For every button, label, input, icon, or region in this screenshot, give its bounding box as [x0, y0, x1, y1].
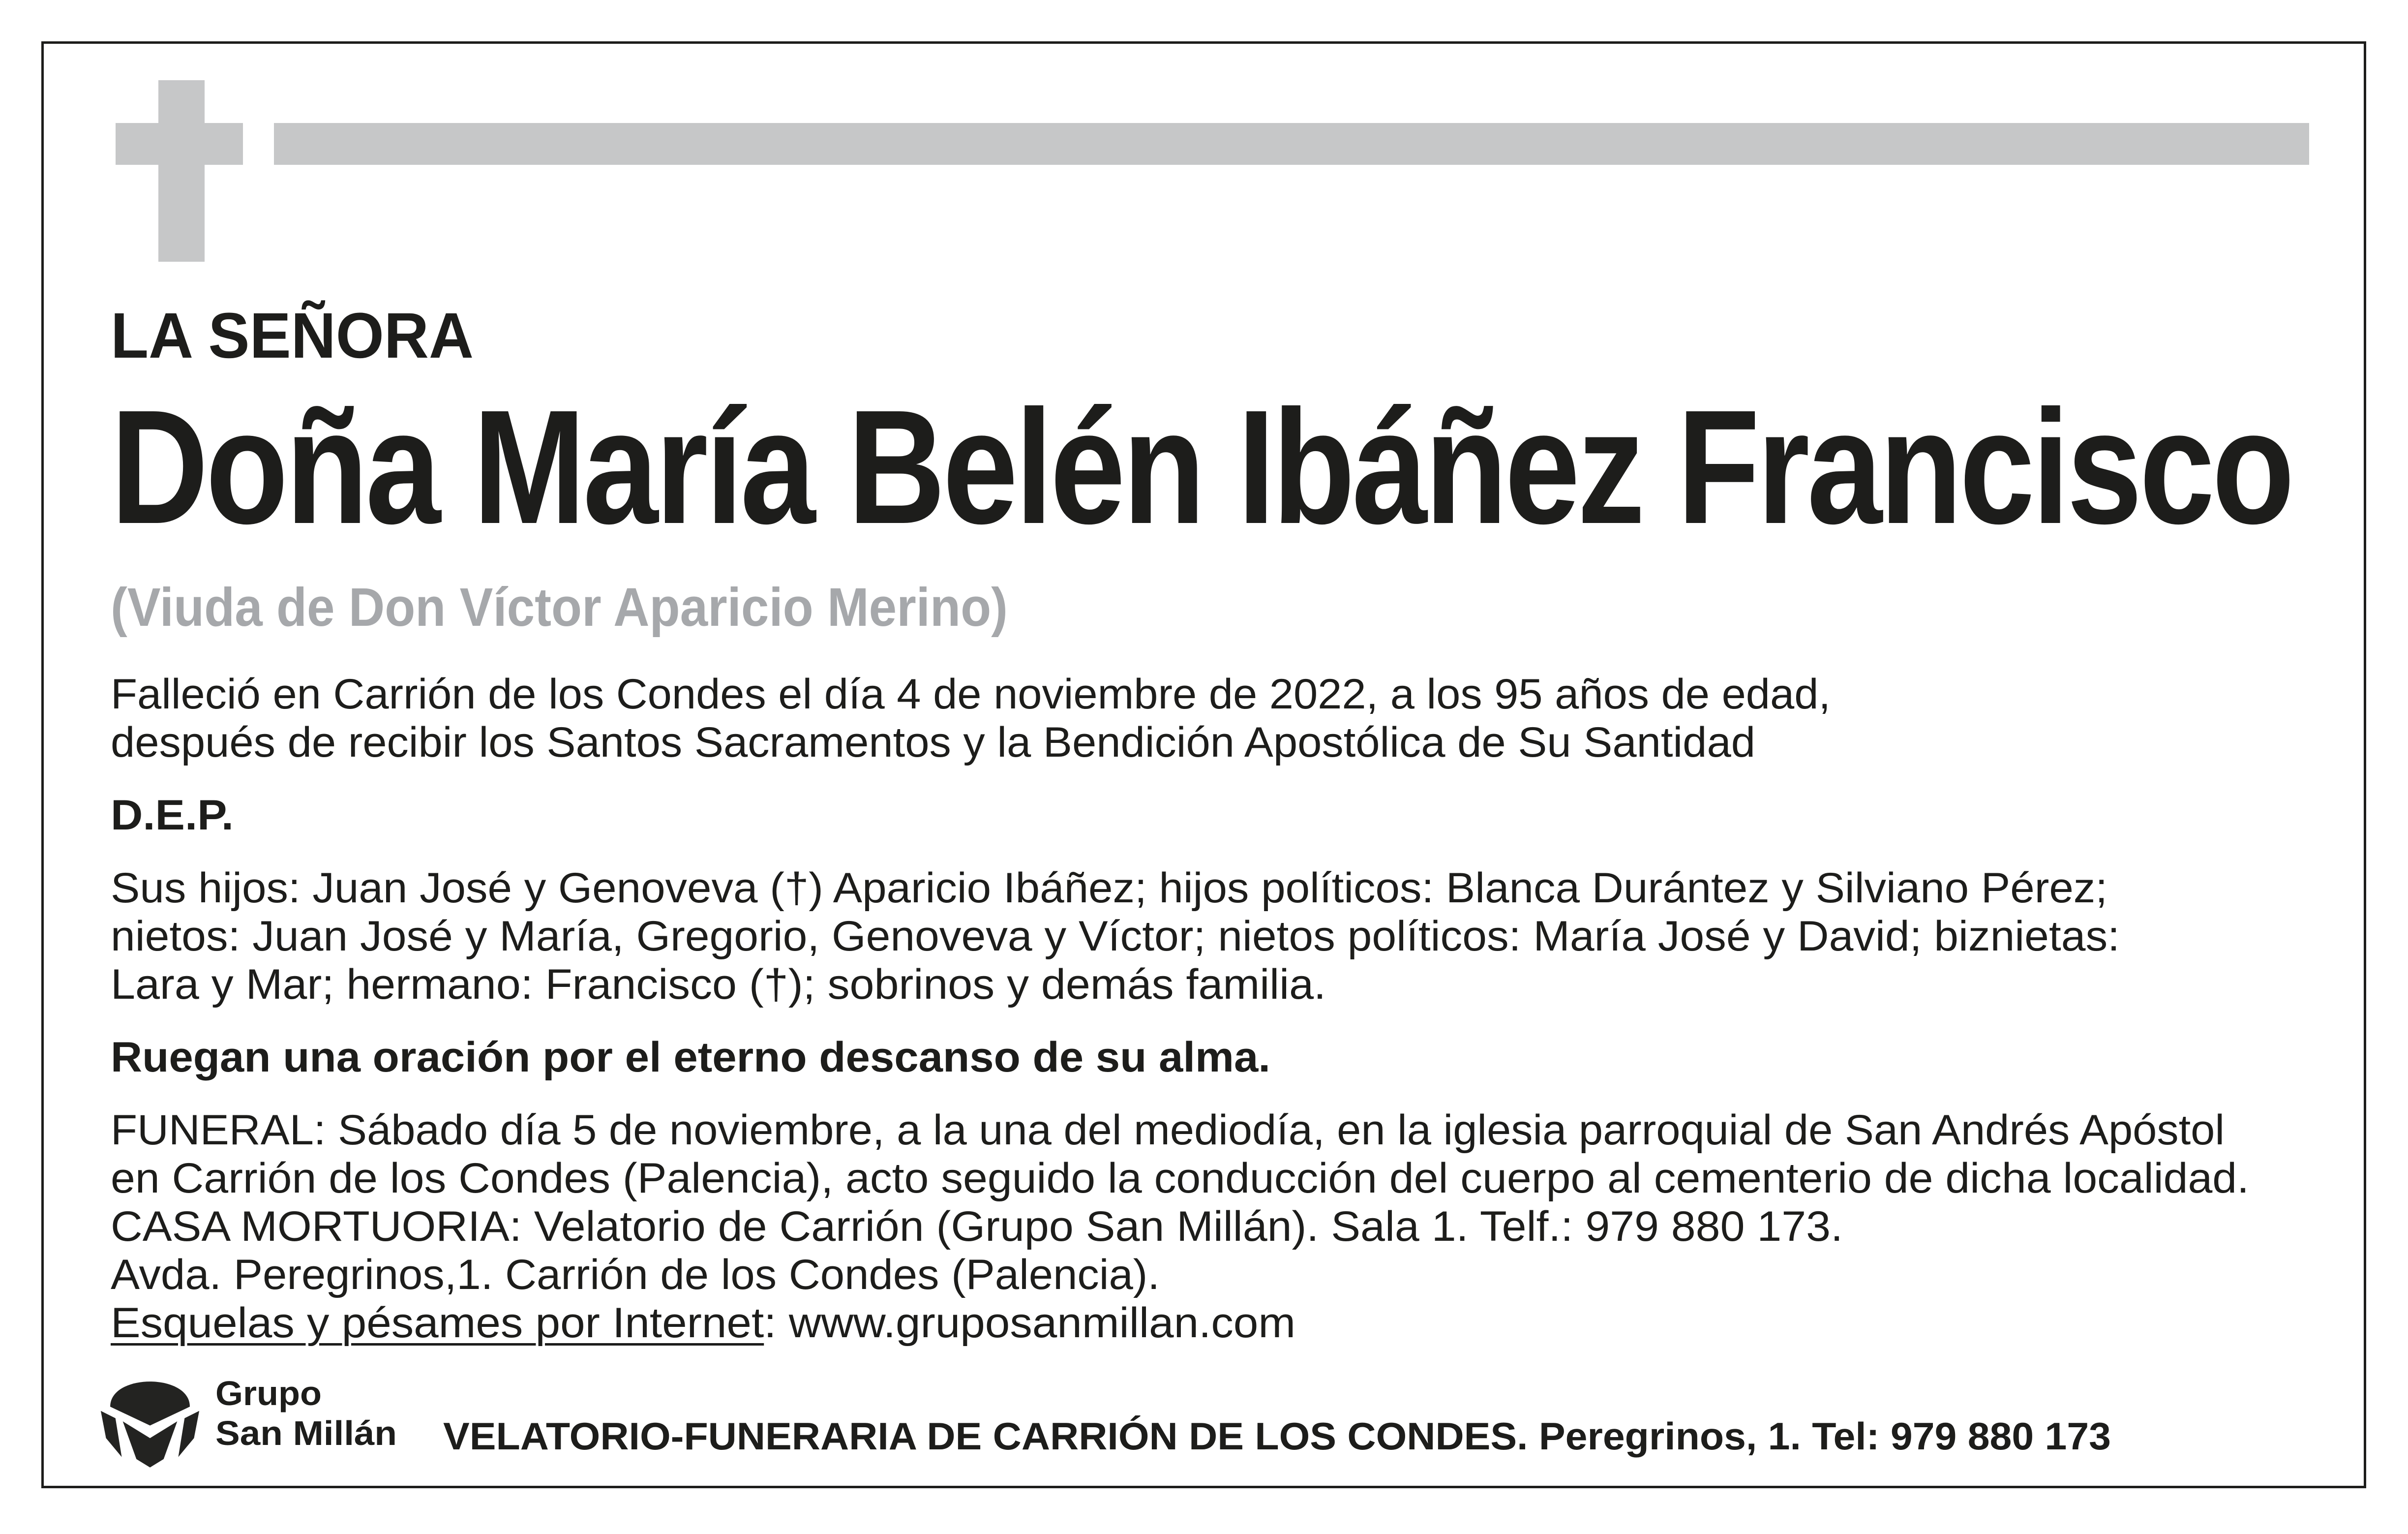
funeral-line: FUNERAL: Sábado día 5 de noviembre, a la una del mediodía, en la iglesia parroquial de San Andrés Apóstol — [111, 1106, 2225, 1154]
brand-name-line: Grupo — [215, 1374, 322, 1412]
cross-icon-arm — [116, 123, 243, 165]
dep-text: D.E.P. — [111, 792, 234, 839]
family-line: Lara y Mar; hermano: Francisco (†); sobrinos y demás familia. — [111, 961, 1326, 1008]
mortuary-line: CASA MORTUORIA: Velatorio de Carrión (Grupo San Millán). Sala 1. Telf.: 979 880 173. — [111, 1203, 1843, 1250]
internet-separator: : — [764, 1299, 777, 1347]
internet-label: Esquelas y pésames por Internet — [111, 1299, 764, 1347]
funeral-line: en Carrión de los Condes (Palencia), acto seguido la conducción del cuerpo al cementerio de dicha localidad. — [111, 1155, 2249, 1202]
internet-line — [111, 1299, 1295, 1347]
funeral-home-contact: VELATORIO-FUNERARIA DE CARRIÓN DE LOS CONDES. Peregrinos, 1. Tel: 979 880 173 — [443, 1414, 2111, 1458]
family-line: nietos: Juan José y María, Gregorio, Genoveva y Víctor; nietos políticos: María José y David; biznietas: — [111, 913, 2120, 960]
brand-name-line: San Millán — [215, 1414, 397, 1452]
widow-subtitle: (Viuda de Don Víctor Aparicio Merino) — [111, 577, 1008, 638]
header-divider-bar — [274, 123, 2309, 165]
death-notice-line: Falleció en Carrión de los Condes el día 4 de noviembre de 2022, a los 95 años de edad, — [111, 671, 1831, 718]
prayer-text: Ruegan una oración por el eterno descanso de su alma. — [111, 1034, 1270, 1081]
cross-icon — [158, 80, 205, 262]
family-line: Sus hijos: Juan José y Genoveva (†) Aparicio Ibáñez; hijos políticos: Blanca Durántez y Silviano Pérez; — [111, 864, 2107, 912]
website-url: www.gruposanmillan.com — [788, 1299, 1295, 1347]
deceased-name: Doña María Belén Ibáñez Francisco — [111, 376, 2292, 557]
death-notice-line: después de recibir los Santos Sacramentos y la Bendición Apostólica de Su Santidad — [111, 719, 1755, 766]
title-prefix: LA SEÑORA — [111, 299, 474, 371]
address-line: Avda. Peregrinos,1. Carrión de los Condes (Palencia). — [111, 1251, 1160, 1298]
grupo-san-millan-logo-icon — [95, 1365, 205, 1470]
